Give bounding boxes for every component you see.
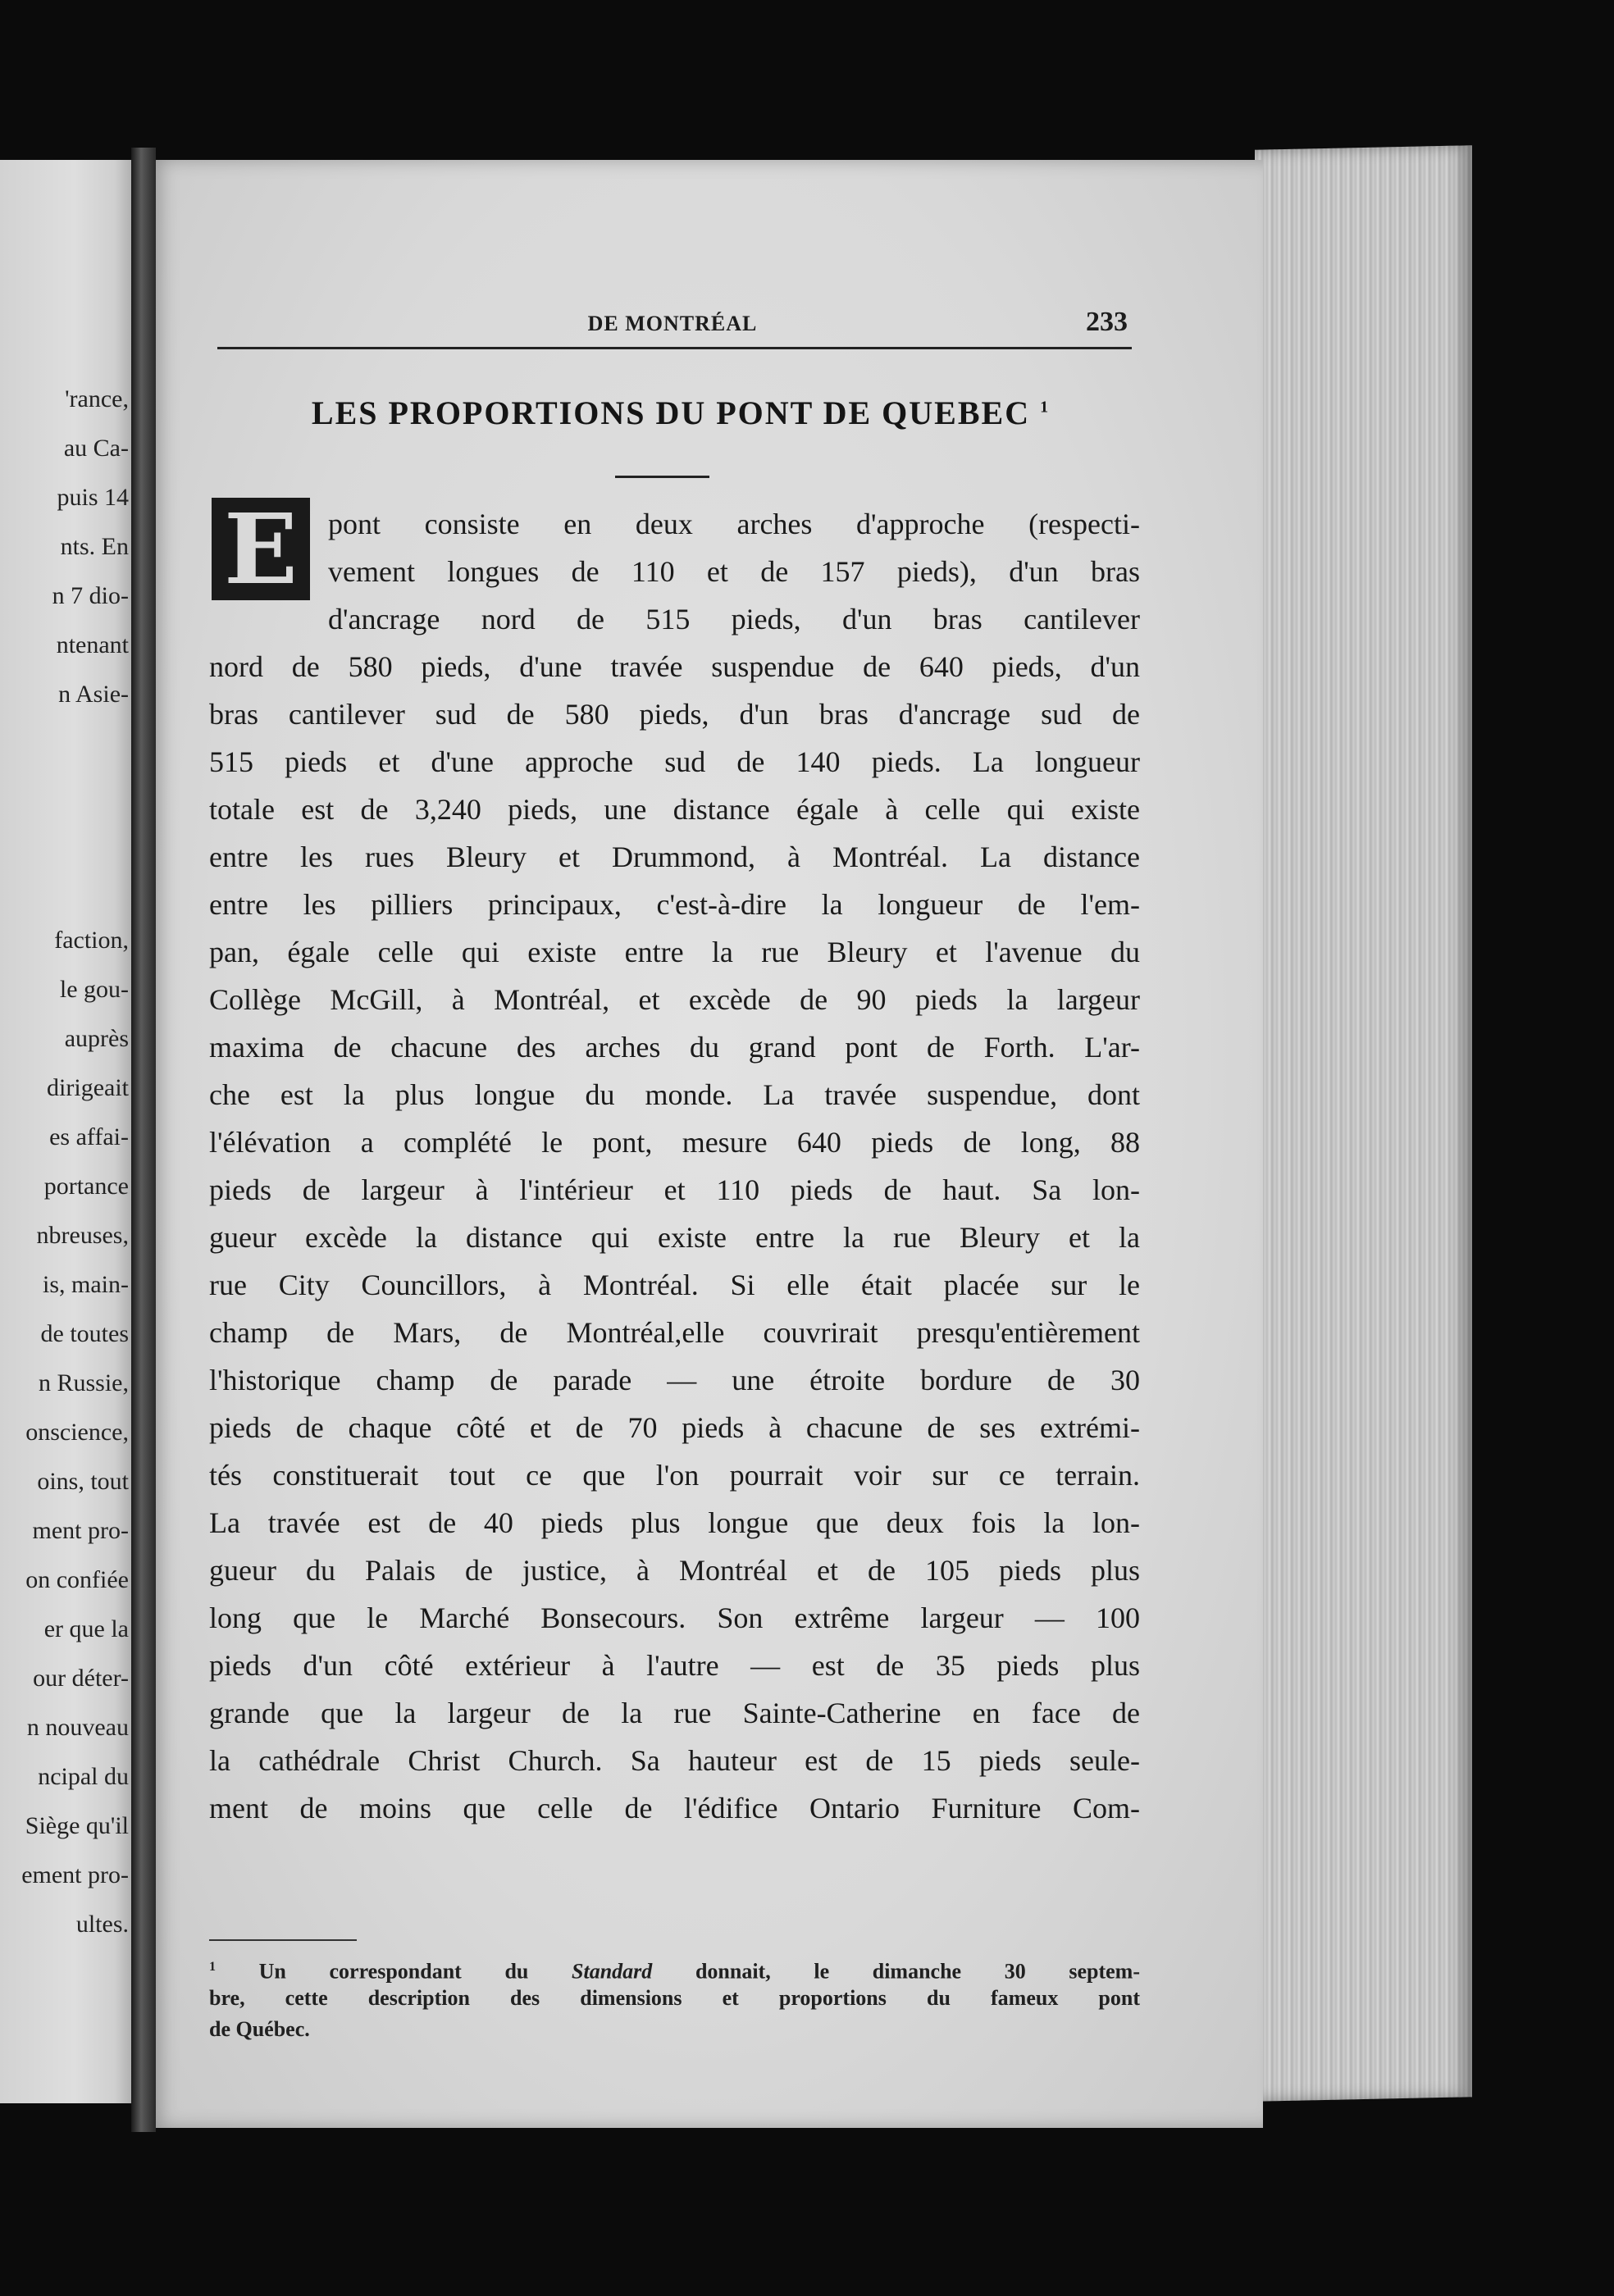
- previous-page-line: ntenant: [56, 631, 129, 658]
- footnote-line: bre, cette description des dimensions et proportions du fameux pont: [209, 1986, 1140, 2010]
- footnote-text: donnait, le dimanche 30 septem-: [652, 1959, 1140, 1984]
- previous-page-line: auprès: [64, 1025, 129, 1052]
- article-line: Collège McGill, à Montréal, et excède de 90 pieds la largeur: [209, 983, 1140, 1016]
- page-number: 233: [1086, 307, 1128, 337]
- previous-page-line: ment pro-: [32, 1517, 129, 1544]
- title-rule: [615, 476, 709, 478]
- previous-page-line: le gou-: [59, 976, 129, 1003]
- footnote: [209, 1952, 1140, 2045]
- article-line: champ de Mars, de Montréal,elle couvrirait presqu'entièrement: [209, 1316, 1140, 1349]
- previous-page-line: faction,: [54, 927, 129, 954]
- article-line: l'historique champ de parade — une étroite bordure de 30: [209, 1364, 1140, 1396]
- article-line: nord de 580 pieds, d'une travée suspendue de 640 pieds, d'un: [209, 650, 1140, 683]
- previous-page-line: nts. En: [60, 533, 129, 560]
- article-line: pieds d'un côté extérieur à l'autre — est de 35 pieds plus: [209, 1649, 1140, 1682]
- previous-page-line: ncipal du: [38, 1763, 129, 1790]
- article-line: entre les rues Bleury et Drummond, à Montréal. La distance: [209, 840, 1140, 873]
- article-line: maxima de chacune des arches du grand pont de Forth. L'ar-: [209, 1031, 1140, 1064]
- footnote-publication: Standard: [572, 1959, 653, 1984]
- footnote-line: [209, 1952, 1140, 1983]
- previous-page-line: nbreuses,: [36, 1222, 129, 1249]
- article-line: che est la plus longue du monde. La travée suspendue, dont: [209, 1078, 1140, 1111]
- previous-page-line: er que la: [43, 1615, 129, 1642]
- article-line: l'élévation a complété le pont, mesure 640 pieds de long, 88: [209, 1126, 1140, 1159]
- previous-page-line: puis 14: [57, 484, 129, 511]
- previous-page-line: n Asie-: [58, 681, 129, 708]
- previous-page-line: es affai-: [49, 1123, 129, 1150]
- header-rule: [217, 347, 1132, 349]
- footnote-marker: 1: [209, 1960, 216, 1974]
- article-line: grande que la largeur de la rue Sainte-Catherine en face de: [209, 1697, 1140, 1729]
- previous-page-line: n 7 dio-: [52, 582, 129, 609]
- previous-page-line: dirigeait: [47, 1074, 129, 1101]
- article-line: pont consiste en deux arches d'approche (respecti-: [328, 508, 1140, 540]
- previous-page-line: ement pro-: [21, 1861, 129, 1888]
- article-line: La travée est de 40 pieds plus longue que deux fois la lon-: [209, 1506, 1140, 1539]
- previous-page-line: our déter-: [33, 1665, 129, 1692]
- article-line: 515 pieds et d'une approche sud de 140 pieds. La longueur: [209, 745, 1140, 778]
- article-line: entre les pilliers principaux, c'est-à-dire la longueur de l'em-: [209, 888, 1140, 921]
- running-title: DE MONTRÉAL: [587, 312, 758, 335]
- previous-page-line: au Ca-: [63, 435, 129, 462]
- previous-page-line: portance: [43, 1173, 129, 1200]
- article-line: la cathédrale Christ Church. Sa hauteur est de 15 pieds seule-: [209, 1744, 1140, 1777]
- previous-page-line: 'rance,: [65, 385, 129, 412]
- article-line: vement longues de 110 et de 157 pieds), d'un bras: [328, 555, 1140, 588]
- article-body: [209, 500, 1140, 1832]
- footnote-text: Un correspondant du: [258, 1959, 572, 1984]
- article-line: pan, égale celle qui existe entre la rue Bleury et l'avenue du: [209, 936, 1140, 968]
- article-line: ment de moins que celle de l'édifice Ontario Furniture Com-: [209, 1792, 1140, 1824]
- footnote-reference: 1: [1040, 398, 1051, 417]
- previous-page-fragment: [0, 160, 135, 2103]
- previous-page-line: on confiée: [25, 1566, 129, 1593]
- footnote-rule: [209, 1939, 357, 1941]
- previous-page-line: oins, tout: [37, 1468, 129, 1495]
- previous-page-line: de toutes: [40, 1320, 129, 1347]
- article-line: pieds de chaque côté et de 70 pieds à chacune de ses extrémi-: [209, 1411, 1140, 1444]
- page-233: [148, 160, 1263, 2128]
- previous-page-line: ultes.: [75, 1911, 129, 1938]
- article-line: pieds de largeur à l'intérieur et 110 pieds de haut. Sa lon-: [209, 1173, 1140, 1206]
- article-line: totale est de 3,240 pieds, une distance égale à celle qui existe: [209, 793, 1140, 826]
- article-line: d'ancrage nord de 515 pieds, d'un bras cantilever: [328, 603, 1140, 636]
- book-gutter: [131, 148, 156, 2132]
- footnote-line: de Québec.: [209, 2017, 310, 2041]
- article-line: gueur du Palais de justice, à Montréal et de 105 pieds plus: [209, 1554, 1140, 1587]
- drop-cap: E: [212, 498, 310, 600]
- article-title-text: LES PROPORTIONS DU PONT DE QUEBEC: [311, 394, 1031, 431]
- article-title: [230, 394, 1132, 432]
- page-fore-edge: [1255, 145, 1472, 2102]
- previous-page-line: Siège qu'il: [25, 1812, 129, 1839]
- article-line: bras cantilever sud de 580 pieds, d'un bras d'ancrage sud de: [209, 698, 1140, 731]
- previous-page-line: n Russie,: [38, 1369, 129, 1396]
- article-line: gueur excède la distance qui existe entre la rue Bleury et la: [209, 1221, 1140, 1254]
- previous-page-line: n nouveau: [26, 1714, 129, 1741]
- previous-page-line: is, main-: [43, 1271, 129, 1298]
- previous-page-line: onscience,: [25, 1419, 129, 1446]
- article-line: tés constituerait tout ce que l'on pourrait voir sur ce terrain.: [209, 1459, 1140, 1492]
- running-header: [217, 303, 1128, 344]
- article-line: rue City Councillors, à Montréal. Si elle était placée sur le: [209, 1269, 1140, 1301]
- article-line: long que le Marché Bonsecours. Son extrême largeur — 100: [209, 1601, 1140, 1634]
